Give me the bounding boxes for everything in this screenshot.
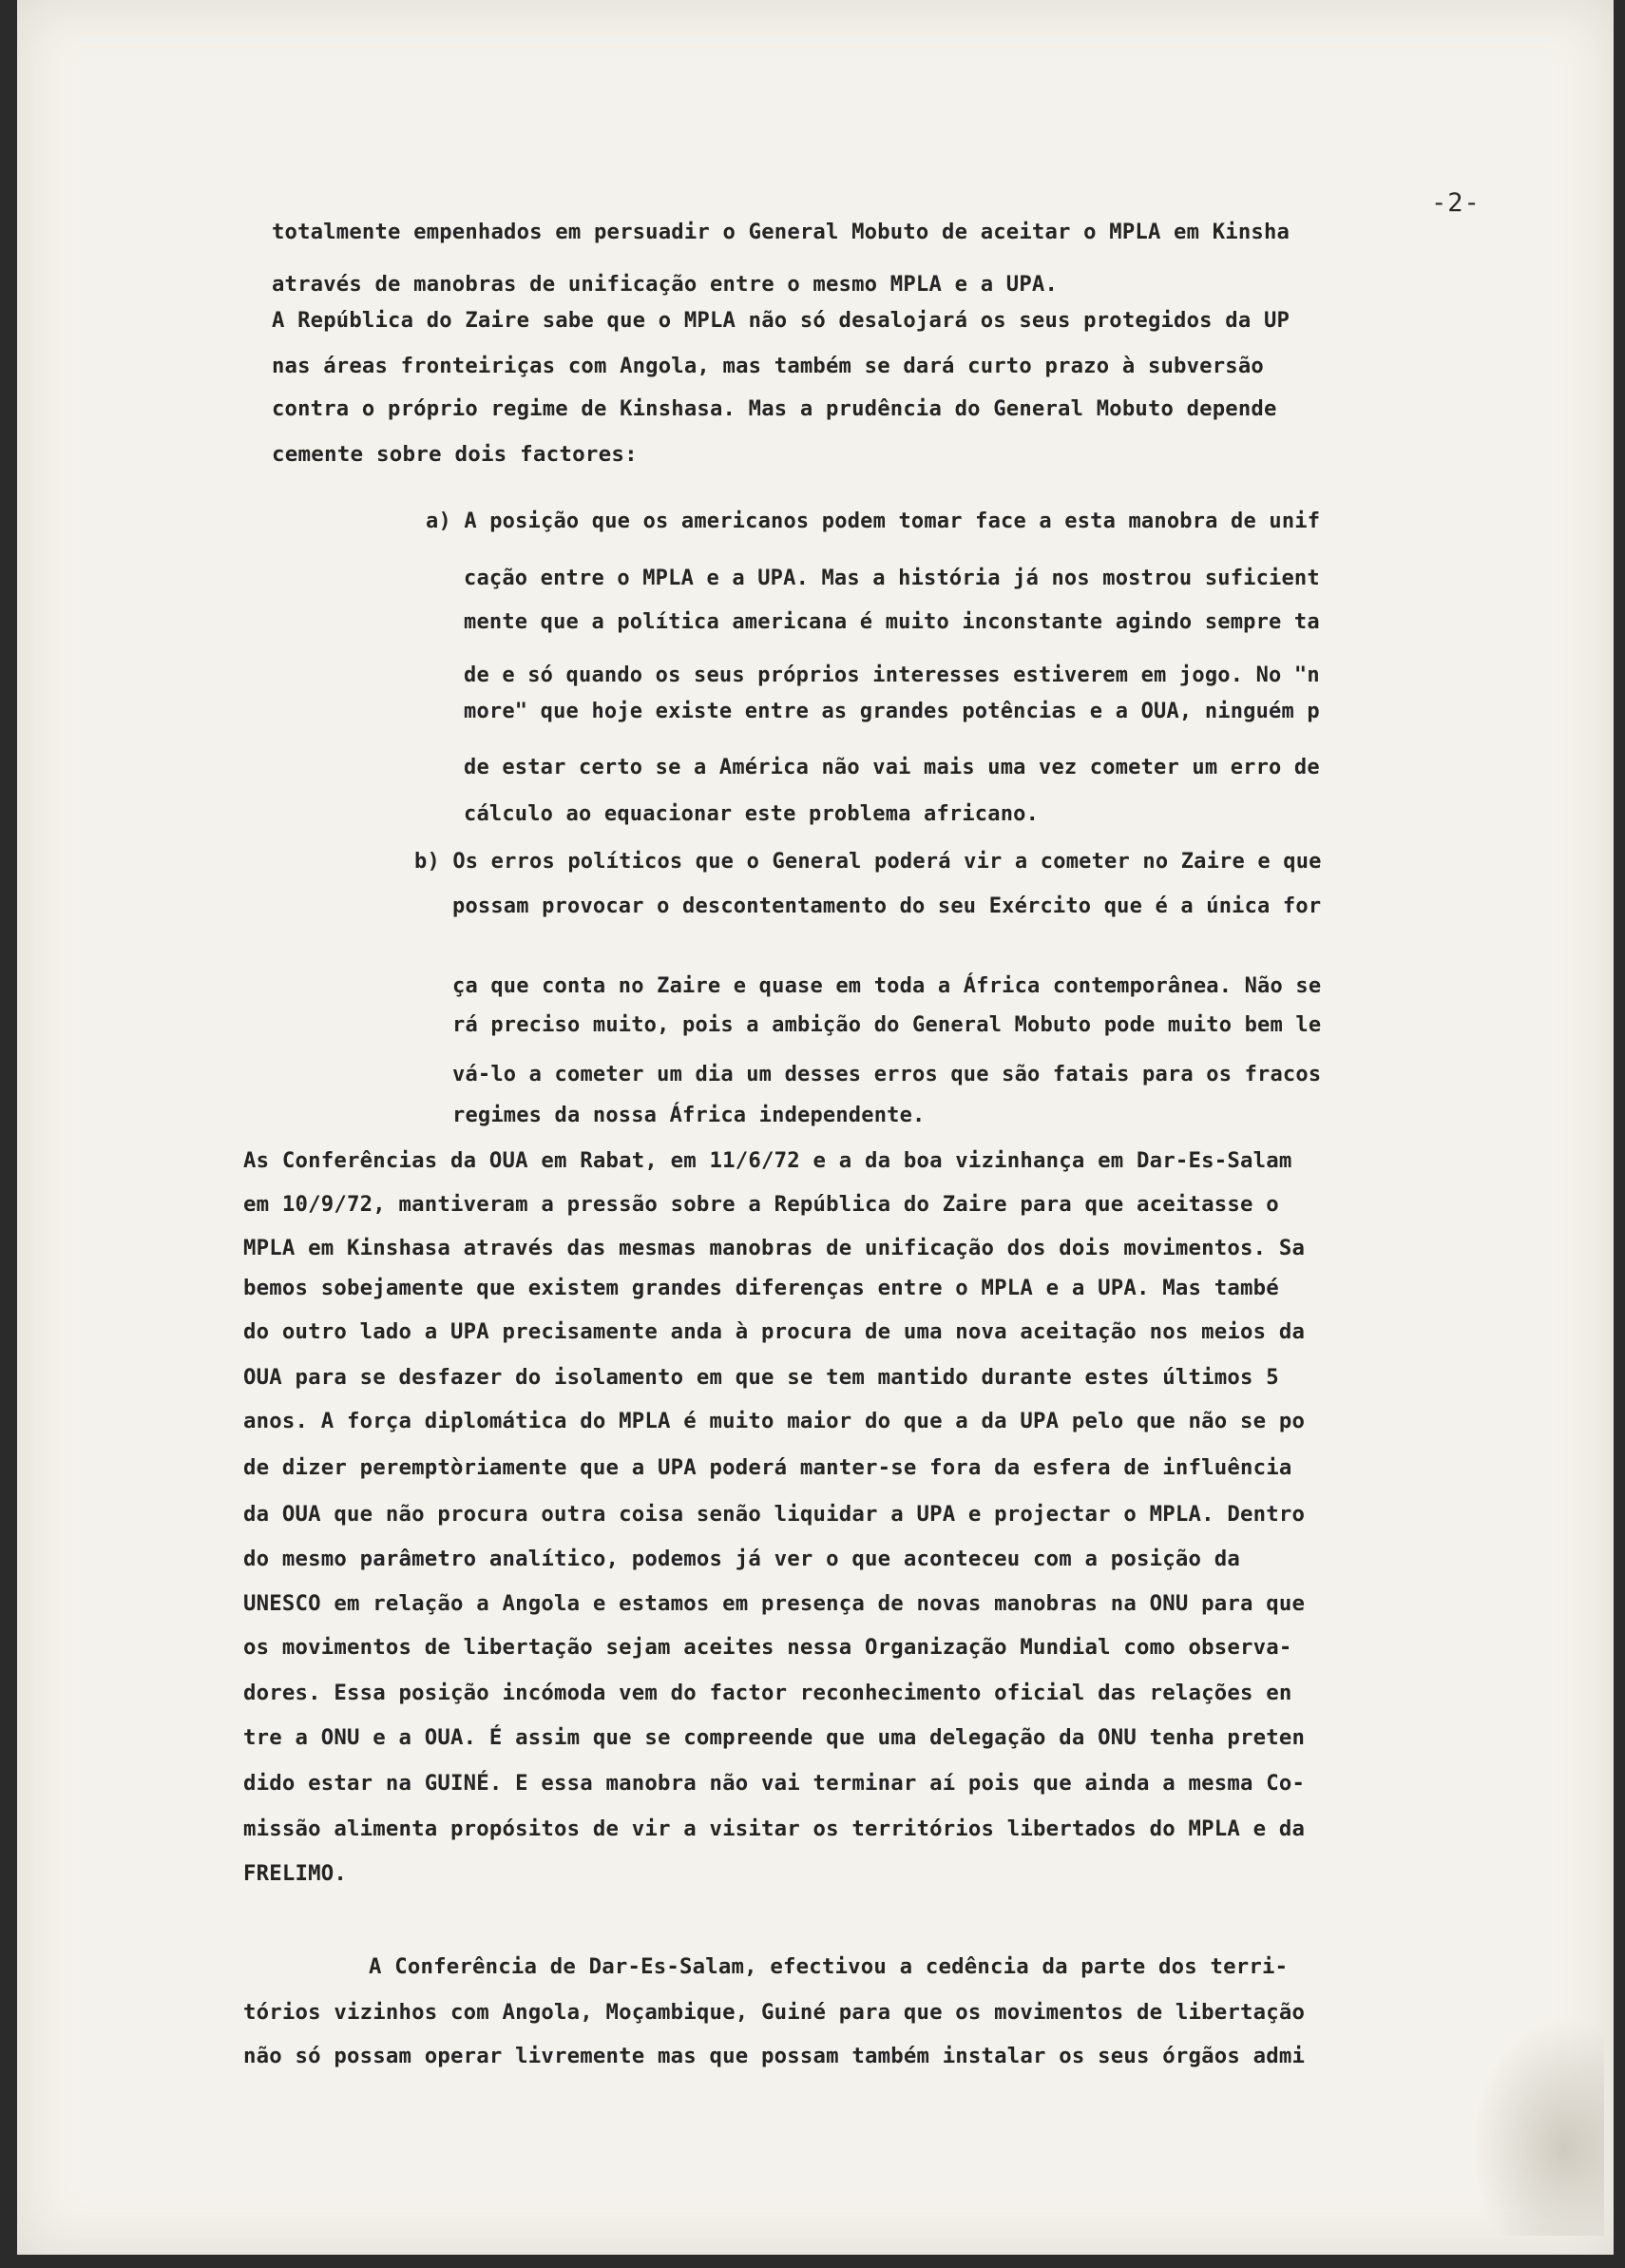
page-number: -2- bbox=[1431, 188, 1481, 218]
text-line: MPLA em Kinshasa através das mesmas manobras de unificação dos dois movimentos. Sa bbox=[243, 1236, 1306, 1260]
text-line: através de manobras de unificação entre o mesmo MPLA e a UPA. bbox=[272, 272, 1059, 297]
text-line: rá preciso muito, pois a ambição do General Mobuto pode muito bem le bbox=[452, 1013, 1322, 1037]
text-line: os movimentos de libertação sejam aceites nessa Organização Mundial como observa- bbox=[243, 1635, 1292, 1660]
text-line: regimes da nossa África independente. bbox=[452, 1104, 926, 1127]
text-line: A Conferência de Dar-Es-Salam, efectivou a cedência da parte dos terri- bbox=[369, 1954, 1289, 1979]
text-line: UNESCO em relação a Angola e estamos em presença de novas manobras na ONU para que bbox=[243, 1591, 1306, 1616]
text-line: bemos sobejamente que existem grandes diferenças entre o MPLA e a UPA. Mas també bbox=[243, 1276, 1279, 1300]
text-line: anos. A força diplomática do MPLA é muito maior do que a da UPA pelo que não se po bbox=[243, 1409, 1306, 1433]
text-line: da OUA que não procura outra coisa senão liquidar a UPA e projectar o MPLA. Dentro bbox=[243, 1502, 1306, 1527]
text-line: OUA para se desfazer do isolamento em que se tem mantido durante estes últimos 5 bbox=[243, 1365, 1279, 1390]
text-line: do mesmo parâmetro analítico, podemos já ver o que aconteceu com a posição da bbox=[243, 1547, 1241, 1571]
document-page bbox=[17, 0, 1614, 2255]
text-line: missão alimenta propósitos de vir a visitar os territórios libertados do MPLA e da bbox=[243, 1816, 1306, 1841]
text-line: cação entre o MPLA e a UPA. Mas a história já nos mostrou suficient bbox=[464, 567, 1320, 590]
text-line: tórios vizinhos com Angola, Moçambique, Guiné para que os movimentos de libertação bbox=[243, 2000, 1306, 2025]
text-line: totalmente empenhados em persuadir o General Mobuto de aceitar o MPLA em Kinsha bbox=[272, 220, 1290, 244]
text-line: do outro lado a UPA precisamente anda à procura de uma nova aceitação nos meios da bbox=[243, 1319, 1306, 1344]
text-line: de dizer peremptòriamente que a UPA poderá manter-se fora da esfera de influência bbox=[243, 1455, 1292, 1480]
text-line: vá-lo a cometer um dia um desses erros que são fatais para os fracos bbox=[452, 1063, 1322, 1086]
text-line: dores. Essa posição incómoda vem do factor reconhecimento oficial das relações en bbox=[243, 1681, 1292, 1705]
text-line: de e só quando os seus próprios interesses estiverem em jogo. No "n bbox=[464, 663, 1320, 687]
text-line: ça que conta no Zaire e quase em toda a África contemporânea. Não se bbox=[452, 974, 1322, 998]
text-line: dido estar na GUINÉ. E essa manobra não vai terminar aí pois que ainda a mesma Co- bbox=[243, 1771, 1306, 1796]
text-line: b) Os erros políticos que o General poderá vir a cometer no Zaire e que bbox=[414, 850, 1322, 874]
text-line: de estar certo se a América não vai mais uma vez cometer um erro de bbox=[464, 756, 1320, 779]
text-line: more" que hoje existe entre as grandes potências e a OUA, ninguém p bbox=[464, 700, 1320, 723]
text-line: contra o próprio regime de Kinshasa. Mas a prudência do General Mobuto depende bbox=[272, 396, 1277, 421]
text-line: a) A posição que os americanos podem tomar face a esta manobra de unif bbox=[426, 509, 1321, 533]
text-line: não só possam operar livremente mas que possam também instalar os seus órgãos admi bbox=[243, 2044, 1306, 2068]
text-line: mente que a política americana é muito inconstante agindo sempre ta bbox=[464, 610, 1320, 634]
text-line: em 10/9/72, mantiveram a pressão sobre a República do Zaire para que aceitasse o bbox=[243, 1192, 1279, 1217]
text-line: cemente sobre dois factores: bbox=[272, 442, 638, 467]
text-line: As Conferências da OUA em Rabat, em 11/6/72 e a da boa vizinhança em Dar-Es-Salam bbox=[243, 1148, 1292, 1173]
paper-stain bbox=[1471, 2017, 1604, 2236]
text-line: tre a ONU e a OUA. É assim que se compreende que uma delegação da ONU tenha preten bbox=[243, 1725, 1306, 1750]
text-line: A República do Zaire sabe que o MPLA não só desalojará os seus protegidos da UP bbox=[272, 308, 1290, 333]
text-line: nas áreas fronteiriças com Angola, mas também se dará curto prazo à subversão bbox=[272, 354, 1264, 378]
text-line: cálculo ao equacionar este problema africano. bbox=[464, 802, 1040, 826]
text-line: FRELIMO. bbox=[243, 1861, 347, 1886]
text-line: possam provocar o descontentamento do seu Exército que é a única for bbox=[452, 894, 1322, 918]
